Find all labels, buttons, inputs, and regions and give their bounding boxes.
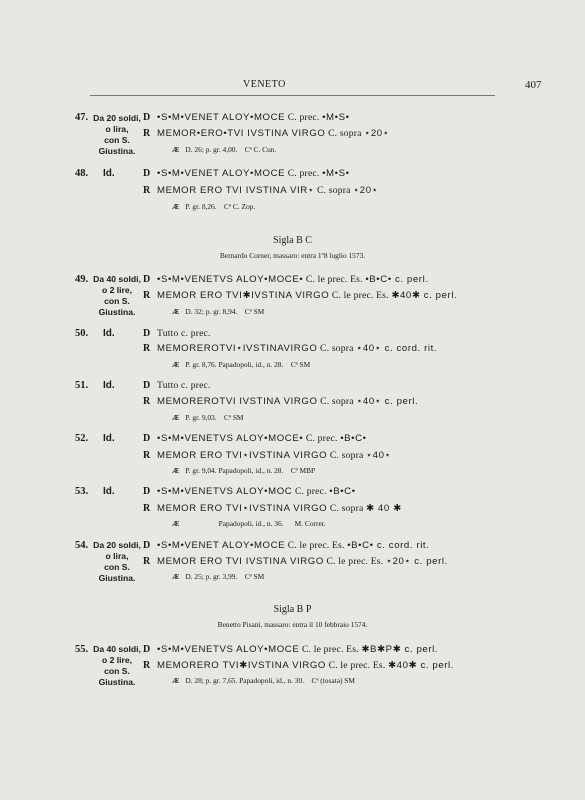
- entry-denomination: Da 40 soldi, o 2 lire, con S. Giustina.: [93, 274, 141, 317]
- obverse-legend: •S•M•VENET ALOY•MOCE C. prec. •M•S•: [157, 168, 350, 179]
- obverse-mark: D: [143, 540, 151, 551]
- entry-number: 51.: [75, 380, 89, 391]
- entry-number: 52.: [75, 433, 89, 444]
- reverse-legend: MEMOR ERO TVI⋆IVSTINA VIRGO C. sopra ⋆40⋆: [157, 450, 392, 461]
- obverse-legend: •S•M•VENET ALOY•MOCE C. prec. •M•S•: [157, 112, 350, 123]
- entry-meta: Æ Papadopoli, id., n. 36. M. Correr.: [172, 519, 326, 528]
- obverse-mark: D: [143, 644, 151, 655]
- reverse-mark: R: [143, 128, 151, 139]
- entry-number: 55.: [75, 644, 89, 655]
- entry-number: 50.: [75, 328, 89, 339]
- reverse-mark: R: [143, 503, 151, 514]
- reverse-mark: R: [143, 396, 151, 407]
- reverse-legend: MEMOR•ERO•TVI IVSTINA VIRGO C. sopra ⋆20⋆: [157, 128, 390, 139]
- obverse-mark: D: [143, 380, 151, 391]
- entry-denomination: Id.: [103, 168, 115, 179]
- entry-meta: Æ P. gr. 8,26. Cª C. Zop.: [172, 202, 256, 211]
- sigla-heading: Sigla B C: [273, 235, 312, 246]
- entry-number: 47.: [75, 112, 89, 123]
- obverse-legend: •S•M•VENETVS ALOY•MOCE C. le prec. Es. ✱B✱P✱ c. perl.: [157, 644, 439, 655]
- header-rule: [90, 95, 495, 96]
- reverse-mark: R: [143, 290, 151, 301]
- entry-meta: Æ D. 32; p. gr. 8,94. Cª SM: [172, 307, 265, 316]
- reverse-mark: R: [143, 660, 151, 671]
- obverse-legend: Tutto c. prec.: [157, 328, 211, 339]
- entry-denomination: Da 40 soldi, o 2 lire, con S. Giustina.: [93, 644, 141, 687]
- reverse-legend: MEMOREROTVI IVSTINA VIRGO C. sopra ⋆40⋆ c. perl.: [157, 396, 419, 407]
- page-number: 407: [525, 79, 542, 91]
- entry-meta: Æ D. 25; p. gr. 3,99. Cª SM: [172, 572, 265, 581]
- entry-meta: Æ P. gr. 9,04. Papadopoli, id., n. 28. Cª MBP: [172, 466, 316, 475]
- sigla-heading: Sigla B P: [273, 604, 312, 615]
- entry-number: 48.: [75, 168, 89, 179]
- entry-denomination: Id.: [103, 433, 115, 444]
- reverse-legend: MEMOR ERO TVI⋆IVSTINA VIRGO C. sopra ✱ 40 ✱: [157, 503, 402, 514]
- reverse-mark: R: [143, 556, 151, 567]
- entry-meta: Æ P. gr. 9,03. Cª SM: [172, 413, 244, 422]
- obverse-legend: •S•M•VENETVS ALOY•MOC C. prec. •B•C•: [157, 486, 356, 497]
- reverse-legend: MEMORERO TVI✱IVSTINA VIRGO C. le prec. Es. ✱40✱ c. perl.: [157, 660, 455, 671]
- entry-denomination: Id.: [103, 486, 115, 497]
- running-header-title: VENETO: [243, 79, 286, 90]
- obverse-legend: •S•M•VENET ALOY•MOCE C. le prec. Es. •B•C• c. cord. rit.: [157, 540, 430, 551]
- obverse-mark: D: [143, 486, 151, 497]
- reverse-mark: R: [143, 343, 151, 354]
- reverse-legend: MEMOREROTVI⋆IVSTINAVIRGO C. sopra ⋆40⋆ c. cord. rit.: [157, 343, 438, 354]
- entry-meta: Æ D. 26; p. gr. 4,00. Cª C. Cun.: [172, 145, 277, 154]
- entry-number: 53.: [75, 486, 89, 497]
- entry-number: 54.: [75, 540, 89, 551]
- obverse-mark: D: [143, 112, 151, 123]
- obverse-mark: D: [143, 274, 151, 285]
- reverse-mark: R: [143, 185, 151, 196]
- obverse-mark: D: [143, 328, 151, 339]
- entry-number: 49.: [75, 274, 89, 285]
- entry-denomination: Id.: [103, 380, 115, 391]
- sigla-subtitle: Benetto Pisani, massaro: entra il 10 febbraio 1574.: [217, 620, 368, 629]
- sigla-subtitle: Bernardo Corner, massaro: entra 1º8 luglio 1573.: [219, 251, 366, 260]
- obverse-legend: •S•M•VENETVS ALOY•MOCE• C. le prec. Es. •B•C• c. perl.: [157, 274, 429, 285]
- reverse-legend: MEMOR ERO TVI✱IVSTINA VIRGO C. le prec. Es. ✱40✱ c. perl.: [157, 290, 458, 301]
- entry-meta: Æ P. gr. 8,76. Papadopoli, id., n. 28. Cª SM: [172, 360, 311, 369]
- reverse-legend: MEMOR ERO TVI IVSTINA VIR⋆ C. sopra ⋆20⋆: [157, 185, 379, 196]
- obverse-mark: D: [143, 168, 151, 179]
- entry-denomination: Da 20 soldi, o lira, con S. Giustina.: [93, 540, 141, 583]
- obverse-legend: •S•M•VENETVS ALOY•MOCE• C. prec. •B•C•: [157, 433, 367, 444]
- entry-denomination: Id.: [103, 328, 115, 339]
- entry-meta: Æ D. 28; p. gr. 7,65. Papadopoli, id., n. 30. Cª (tosata) SM: [172, 676, 355, 685]
- obverse-legend: Tutto c. prec.: [157, 380, 211, 391]
- reverse-legend: MEMOR ERO TVI IVSTINA VIRGO C. le prec. Es. ⋆20⋆ c. perl.: [157, 556, 448, 567]
- obverse-mark: D: [143, 433, 151, 444]
- reverse-mark: R: [143, 450, 151, 461]
- entry-denomination: Da 20 soldi, o lira, con S. Giustina.: [93, 113, 141, 156]
